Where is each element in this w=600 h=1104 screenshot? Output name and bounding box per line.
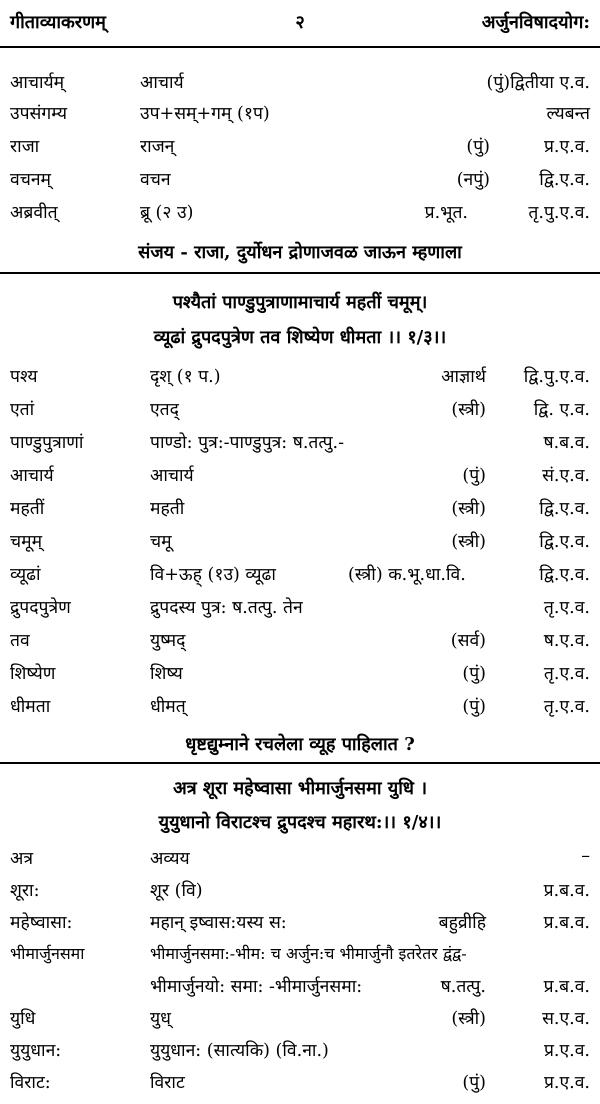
compound-type: ष.तत्पु. xyxy=(440,977,486,997)
stem: युष्मद् xyxy=(150,631,186,651)
stem: आचार्य xyxy=(150,466,194,486)
word: एतां xyxy=(10,400,35,420)
grammar: द्वि.ए.व. xyxy=(539,170,590,190)
table-row xyxy=(10,430,590,458)
verse-line: युयुधानो विराटश्च द्रुपदश्च महारथ:।। १/४।। xyxy=(158,812,442,833)
grammar: (पुं)द्वितीया ए.व. xyxy=(486,73,590,93)
grammar: प्र.ब.व. xyxy=(543,913,590,933)
word: महतीं xyxy=(10,499,45,519)
page-number: २ xyxy=(295,12,305,33)
grammar: द्वि.ए.व. xyxy=(539,499,590,519)
word: उपसंगम्य xyxy=(10,104,68,124)
gender: (स्त्री) xyxy=(451,532,486,552)
gender: (पुं) xyxy=(466,137,490,157)
stem: एतद् xyxy=(150,400,179,420)
grammar: द्वि.ए.व. xyxy=(539,532,590,552)
stem: महान् इष्वास:यस्य स: xyxy=(150,913,287,933)
section-divider xyxy=(0,272,600,274)
compound-type: बहुव्रीहि xyxy=(438,913,486,933)
table-row xyxy=(10,628,590,656)
tense: प्र.भूत. xyxy=(424,203,468,223)
verse-line: पश्यैतां पाण्डुपुत्राणामाचार्य महतीं चमूम्। xyxy=(172,292,428,313)
stem: द्रुपदस्य पुत्र: ष.तत्पु. तेन xyxy=(150,598,303,618)
compound-type: (स्त्री) क.भू.धा.वि. xyxy=(348,565,466,585)
table-row xyxy=(10,942,590,970)
header-divider xyxy=(0,46,600,48)
mood: आज्ञार्थ xyxy=(441,367,486,387)
stem: वचन xyxy=(140,170,171,190)
gender: (पुं) xyxy=(462,466,486,486)
word: महेष्वासा: xyxy=(10,913,73,933)
stem: विराट xyxy=(150,1073,185,1093)
gender: (स्त्री) xyxy=(451,499,486,519)
word: शूरा: xyxy=(10,881,40,901)
stem: उप+सम्+गम् (१प) xyxy=(140,104,270,124)
word: अत्र xyxy=(10,849,34,869)
stem: युयुधान: (सात्यकि) (वि.ना.) xyxy=(150,1041,329,1061)
chapter-title: अर्जुनविषादयोग: xyxy=(481,12,590,33)
page-header xyxy=(10,10,590,38)
gender: (पुं) xyxy=(462,1073,486,1093)
stem: भीमार्जुनसमा:-भीम: च अर्जुन:च भीमार्जुनौ इतरेतर द्वंद्व- xyxy=(150,944,467,963)
verse-line: अत्र शूरा महेष्वासा भीमार्जुनसमा युधि । xyxy=(172,778,428,799)
stem: ब्रू (२ उ) xyxy=(140,203,194,223)
word: युधि xyxy=(10,1009,36,1029)
grammar: तृ.ए.व. xyxy=(543,664,590,684)
note-text: संजय - राजा, दुर्योधन द्रोणाजवळ जाऊन म्हणाला xyxy=(138,242,462,263)
grammar: द्वि.ए.व. xyxy=(539,565,590,585)
table-row xyxy=(10,910,590,938)
word: पश्य xyxy=(10,367,38,387)
word: राजा xyxy=(10,137,40,157)
table-row xyxy=(10,974,590,1002)
table-row xyxy=(10,134,590,162)
grammar: प्र.ब.व. xyxy=(543,881,590,901)
word: व्यूढां xyxy=(10,565,41,585)
table-row xyxy=(10,463,590,491)
word: युयुधान: xyxy=(10,1041,62,1061)
gender: (नपुं) xyxy=(456,170,490,190)
grammar: प्र.ए.व. xyxy=(543,1073,590,1093)
gender: (पुं) xyxy=(462,664,486,684)
table-row xyxy=(10,200,590,228)
grammar: प्र.ए.व. xyxy=(543,137,590,157)
word: अब्रवीत् xyxy=(10,203,58,223)
gender: (स्त्री) xyxy=(451,400,486,420)
word: तव xyxy=(10,631,30,651)
table-row xyxy=(10,1070,590,1098)
word: द्रुपदपुत्रेण xyxy=(10,598,71,618)
table-row xyxy=(10,1038,590,1066)
stem: धीमत् xyxy=(150,697,186,717)
stem: दृश् (१ प.) xyxy=(150,367,221,387)
word: धीमता xyxy=(10,697,51,717)
table-row xyxy=(10,101,590,129)
table-row xyxy=(10,397,590,425)
table-row xyxy=(10,364,590,392)
grammar: द्वि. ए.व. xyxy=(533,400,590,420)
word: वचनम् xyxy=(10,170,52,190)
table-row xyxy=(10,1006,590,1034)
gender: (पुं) xyxy=(462,697,486,717)
stem: पाण्डो: पुत्र:-पाण्डुपुत्र: ष.तत्पु.- xyxy=(150,433,345,453)
table-row xyxy=(10,496,590,524)
grammar: तृ.ए.व. xyxy=(543,697,590,717)
stem: शूर (वि) xyxy=(150,881,203,901)
grammar: तृ.पु.ए.व. xyxy=(528,203,590,223)
grammar: प्र.ए.व. xyxy=(543,1041,590,1061)
grammar: स.ए.व. xyxy=(542,1009,590,1029)
verse-line: व्यूढां द्रुपदपुत्रेण तव शिष्येण धीमता ।। १/३।। xyxy=(153,327,447,348)
table-row xyxy=(10,562,590,590)
stem: अव्यय xyxy=(150,849,190,869)
gender: (स्त्री) xyxy=(451,1009,486,1029)
gender: (सर्व) xyxy=(450,631,486,651)
word: चमूम् xyxy=(10,532,43,552)
table-row xyxy=(10,529,590,557)
grammar: – xyxy=(581,846,590,866)
stem: राजन् xyxy=(140,137,175,157)
word: पाण्डुपुत्राणां xyxy=(10,433,84,453)
stem: महती xyxy=(150,499,185,519)
stem: शिष्य xyxy=(150,664,183,684)
word: विराट: xyxy=(10,1073,51,1093)
stem: चमू xyxy=(150,532,172,552)
grammar: सं.ए.व. xyxy=(542,466,590,486)
word: भीमार्जुनसमा xyxy=(10,944,85,963)
table-row xyxy=(10,846,590,874)
grammar: ष.ए.व. xyxy=(543,631,590,651)
table-row xyxy=(10,595,590,623)
word: शिष्येण xyxy=(10,664,56,684)
grammar: ल्यबन्त xyxy=(546,104,590,124)
table-row xyxy=(10,694,590,722)
word: आचार्य xyxy=(10,466,54,486)
table-row xyxy=(10,167,590,195)
note-text: धृष्टद्युम्नाने रचलेला व्यूह पाहिलात ? xyxy=(185,734,415,755)
book-title: गीताव्याकरणम् xyxy=(10,12,106,33)
table-row xyxy=(10,878,590,906)
grammar: द्वि.पु.ए.व. xyxy=(523,367,590,387)
word: आचार्यम् xyxy=(10,73,65,93)
stem: आचार्य xyxy=(140,73,184,93)
grammar: तृ.ए.व. xyxy=(543,598,590,618)
stem: वि+ऊह् (१उ) व्यूढा xyxy=(150,565,276,585)
table-row xyxy=(10,70,590,98)
grammar: ष.ब.व. xyxy=(543,433,590,453)
grammar: प्र.ब.व. xyxy=(543,977,590,997)
stem: भीमार्जुनयो: समा: -भीमार्जुनसमा: xyxy=(150,977,363,997)
table-row xyxy=(10,661,590,689)
stem: युध् xyxy=(150,1009,171,1029)
section-divider xyxy=(0,762,600,764)
